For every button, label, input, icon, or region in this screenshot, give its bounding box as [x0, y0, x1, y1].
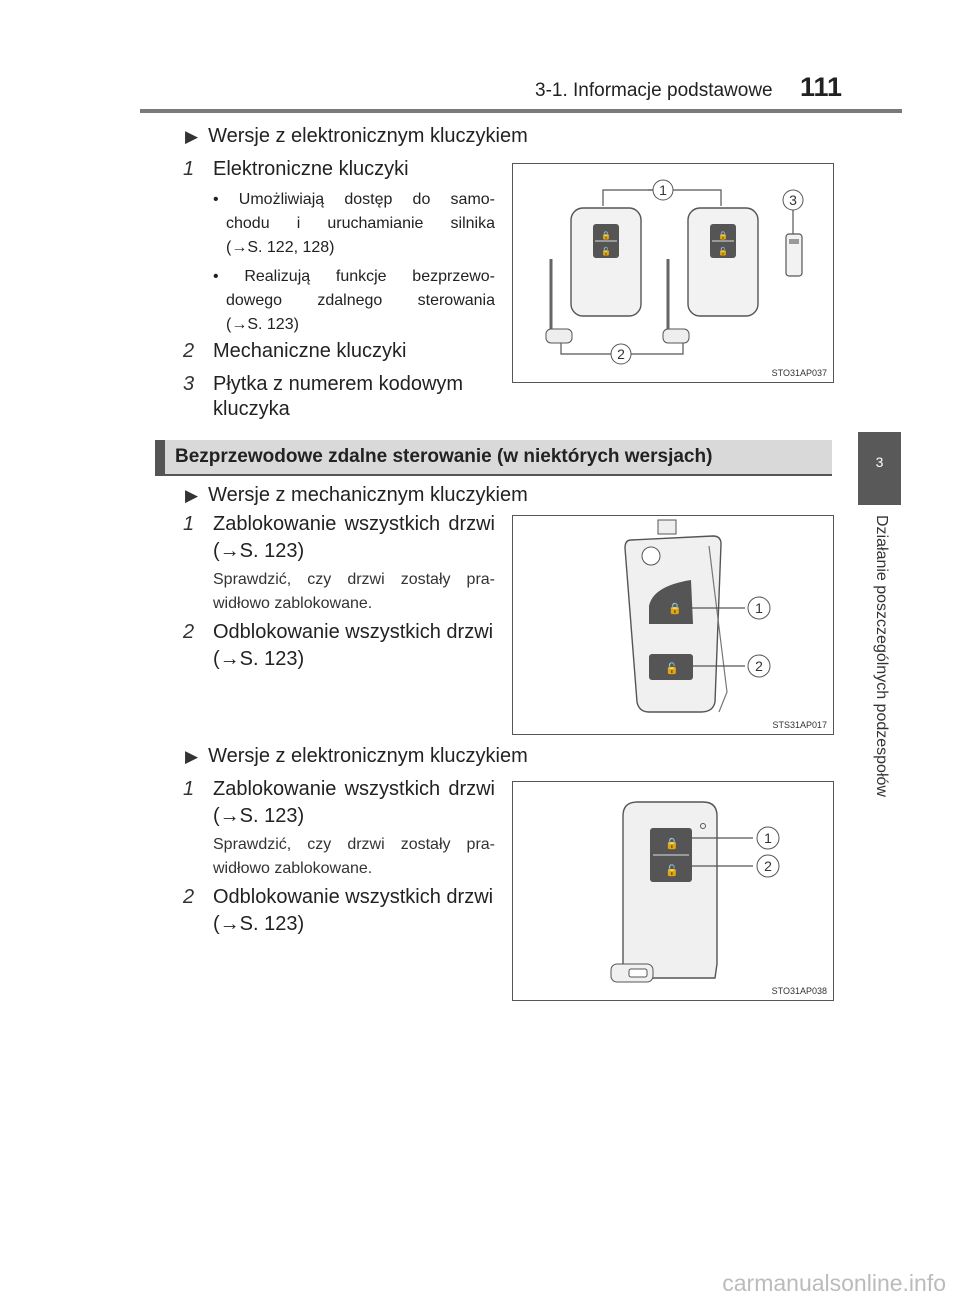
mechanical-key-illustration — [513, 516, 833, 734]
section1-bullet-2: • Realizują funkcje bezprzewo- dowego zdalnego sterowania (→S. 123) — [213, 268, 495, 333]
callout-1: 1 — [764, 830, 772, 846]
callout-1: 1 — [659, 182, 667, 198]
electronic-key-illustration — [513, 782, 833, 1000]
section-band — [155, 440, 832, 474]
svg-text:🔒: 🔒 — [601, 231, 611, 240]
electronic-keys-illustration — [513, 164, 833, 382]
section2-item-2: 2 Odblokowanie wszystkich drzwi (→S. 123) — [183, 621, 494, 670]
section1-item-3: 3 Płytka z numerem kodowym — [183, 373, 464, 395]
band-accent-bar — [155, 440, 165, 474]
section-title: 3-1. Informacje podstawowe — [535, 80, 773, 101]
figure-code: STO31AP037 — [771, 368, 827, 378]
section3-item-1: 1 Zablokowanie wszystkich drzwi (→S. 123) — [183, 778, 495, 827]
band-title: Bezprzewodowe zdalne sterowanie (w niektórych wersjach) — [175, 446, 713, 467]
section3-note: Sprawdzić, czy drzwi zostały pra- widłowo zablokowane. — [213, 836, 495, 877]
header-rule — [140, 109, 902, 113]
page-number: 111 — [800, 72, 843, 102]
figure-code: STS31AP017 — [772, 720, 827, 730]
chapter-tab[interactable] — [858, 432, 901, 505]
section1-item-1: 1 Elektroniczne kluczyki — [183, 158, 409, 180]
section3-item-2: 2 Odblokowanie wszystkich drzwi (→S. 123) — [183, 886, 494, 935]
section1-bullet-1: • Umożliwiają dostęp do samo- chodu i uruchamianie silnika (→S. 122, 128) — [213, 191, 495, 256]
chapter-title-vertical: Działanie poszczególnych podzespołów — [873, 515, 890, 797]
figure-electronic-key — [512, 781, 834, 1001]
watermark: carmanualsonline.info — [722, 1270, 946, 1296]
section1-item-2: 2 Mechaniczne kluczyki — [183, 340, 407, 362]
callout-2: 2 — [764, 858, 772, 874]
section1-item-3-line2: kluczyka — [213, 398, 290, 420]
band-rule — [155, 474, 832, 476]
figure-mechanical-key — [512, 515, 834, 735]
svg-text:🔓: 🔓 — [665, 662, 679, 675]
svg-text:🔓: 🔓 — [665, 864, 679, 877]
section2-item-1: 1 Zablokowanie wszystkich drzwi (→S. 123) — [183, 513, 495, 562]
svg-text:🔒: 🔒 — [668, 602, 682, 615]
chapter-number: 3 — [875, 454, 884, 470]
triangle-bullet-icon: ▶ — [185, 486, 199, 505]
section2-heading: ▶ Wersje z mechanicznym kluczykiem — [185, 484, 528, 506]
callout-1: 1 — [755, 600, 763, 616]
callout-2: 2 — [617, 346, 625, 362]
figure-electronic-keys — [512, 163, 834, 383]
svg-text:🔒: 🔒 — [665, 837, 679, 850]
svg-text:🔓: 🔓 — [601, 247, 611, 256]
svg-text:🔓: 🔓 — [718, 247, 728, 256]
callout-3: 3 — [789, 192, 797, 208]
callout-2: 2 — [755, 658, 763, 674]
figure-code: STO31AP038 — [771, 986, 827, 996]
triangle-bullet-icon: ▶ — [185, 127, 199, 146]
section1-heading: ▶ Wersje z elektronicznym kluczykiem — [185, 125, 528, 147]
triangle-bullet-icon: ▶ — [185, 747, 199, 766]
section2-note: Sprawdzić, czy drzwi zostały pra- widłowo zablokowane. — [213, 571, 495, 612]
svg-text:🔒: 🔒 — [718, 231, 728, 240]
section3-heading: ▶ Wersje z elektronicznym kluczykiem — [185, 745, 528, 767]
